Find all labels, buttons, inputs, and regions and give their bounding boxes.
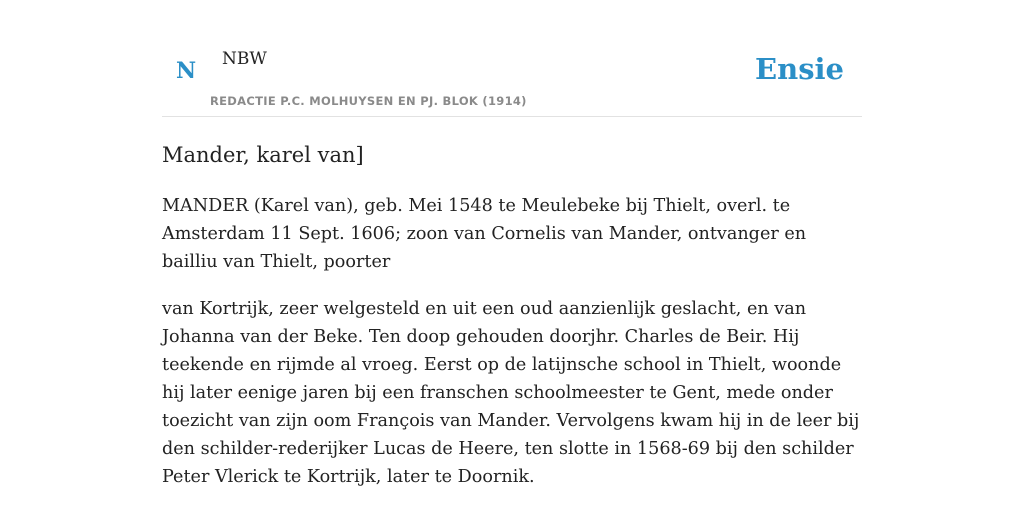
source-name-link[interactable]: NBW <box>222 49 267 69</box>
entry-paragraph: MANDER (Karel van), geb. Mei 1548 te Meulebeke bij Thielt, overl. te Amsterdam 11 Sept. 1606; zoon van Cornelis van Mander, ontvanger en bailliu van Thielt, poorter <box>162 196 807 272</box>
header <box>162 40 862 117</box>
entry-paragraph: van Kortrijk, zeer welgesteld en uit een oud aanzienlijk geslacht, en van Johanna van der Beke. Ten doop gehouden doorjhr. Charles de Beir. Hij teekende en rijmde al vroeg. Eerst op de latijnsche school in Thielt, woonde hij later eenige jaren bij een franschen schoolmeester te Gent, mede onder toezicht van zijn oom François van Mander. Vervolgens kwam hij in de leer bij den schilder-rederijker Lucas de Heere, ten slotte in 1568-69 bij den schilder Peter Vlerick te Kortrijk, later te Doornik. <box>162 299 860 487</box>
source-logo-icon[interactable]: N <box>176 58 197 84</box>
entry-title: Mander, karel van] <box>162 143 364 167</box>
entry-body <box>162 192 862 510</box>
source-subtitle: REDACTIE P.C. MOLHUYSEN EN PJ. BLOK (1914) <box>210 94 527 108</box>
ensie-logo-link[interactable]: Ensie <box>755 52 844 86</box>
